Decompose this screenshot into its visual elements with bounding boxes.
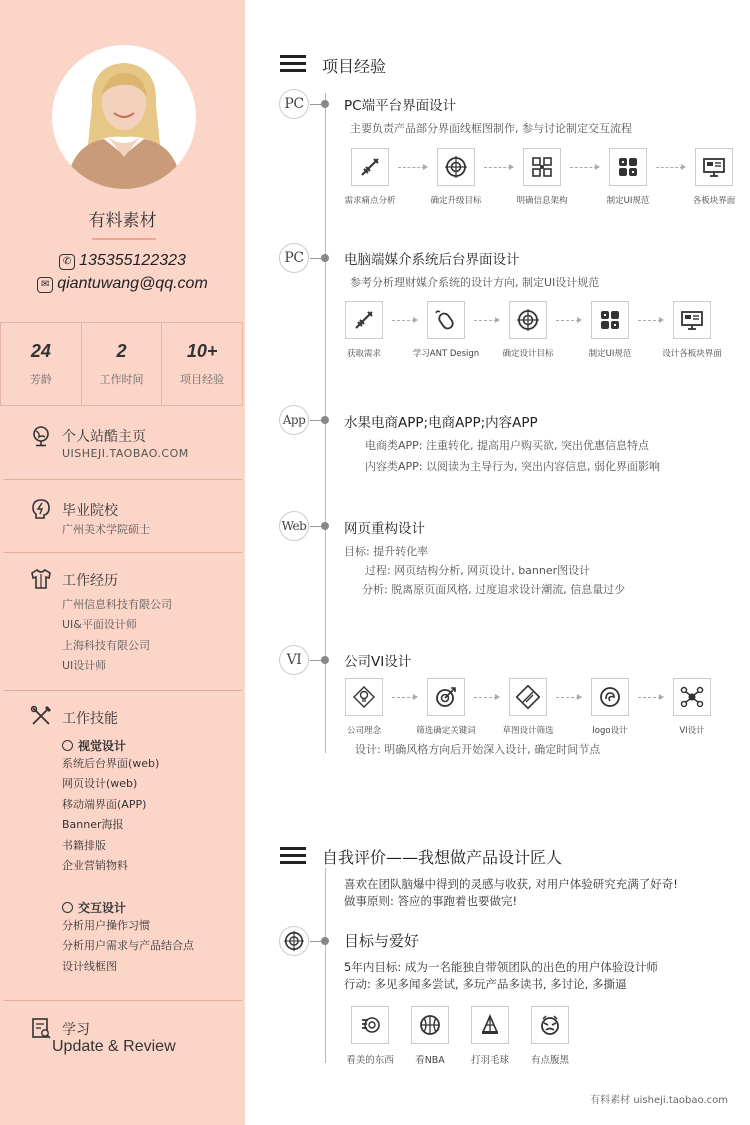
homepage-url[interactable]: UISHEJI.TAOBAO.COM	[62, 447, 189, 460]
project-desc: 设计: 明确风格方向后开始深入设计, 确定时间节点	[355, 743, 601, 756]
process-flow	[338, 301, 722, 359]
step-label: 筛选确定关键词	[416, 726, 476, 736]
flow-step	[338, 678, 390, 736]
project-desc: 电商类APP: 注重转化, 提高用户购买欲, 突出优惠信息特点	[365, 439, 649, 452]
project-title: 公司VI设计	[344, 654, 412, 670]
stat-projects	[162, 322, 243, 406]
dashed-arrow	[554, 301, 584, 339]
project-title: 电脑端媒介系统后台界面设计	[344, 252, 520, 268]
email-address: qiantuwang@qq.com	[57, 275, 208, 292]
divider	[4, 1000, 242, 1001]
stats-row	[0, 322, 243, 406]
profile-name: 有料素材	[88, 211, 157, 231]
process-flow	[338, 678, 718, 736]
dashed-arrow	[636, 301, 666, 339]
step-label: VI设计	[679, 726, 705, 736]
hobby-label: 看NBA	[415, 1055, 445, 1066]
logo-icon	[598, 685, 622, 709]
flow-step	[662, 301, 722, 359]
tools-icon	[30, 705, 52, 727]
timeline-dot	[321, 100, 329, 108]
flow-step	[502, 301, 554, 359]
dashed-arrow	[568, 148, 602, 186]
circle-icon	[62, 902, 73, 913]
timeline-dot	[321, 522, 329, 530]
globe-icon	[30, 425, 52, 447]
goals-title: 目标与爱好	[344, 932, 420, 950]
step-label: 各板块界面	[692, 196, 736, 206]
divider	[4, 690, 242, 691]
step-label: 明确信息架构	[516, 196, 568, 206]
dashed-arrow	[654, 148, 688, 186]
divider	[4, 479, 242, 480]
skills-title: 工作技能	[62, 711, 118, 727]
dashed-arrow	[636, 678, 666, 716]
crosshair-badge	[279, 926, 309, 956]
email-row	[0, 275, 245, 293]
phone-number: 135355122323	[79, 252, 186, 269]
stat-age	[0, 322, 82, 406]
divider	[4, 552, 242, 553]
step-label: 草图设计筛选	[502, 726, 554, 736]
pc-badge: PC	[279, 243, 309, 273]
grid-icon	[598, 308, 622, 332]
coins-icon	[358, 1013, 382, 1037]
grid-icon	[616, 155, 640, 179]
dashed-arrow	[390, 301, 420, 339]
flow-step	[502, 678, 554, 736]
step-label: 公司理念	[346, 726, 381, 736]
flow-step	[344, 148, 396, 206]
flow-step	[516, 148, 568, 206]
list-item: 移动端界面(APP)	[62, 797, 147, 811]
phone-icon: ✆	[59, 254, 75, 270]
experience-list	[62, 595, 172, 677]
molecule-icon	[680, 685, 704, 709]
flow-step	[584, 678, 636, 736]
list-item: 上海科技有限公司	[62, 638, 150, 652]
visual-design-heading	[62, 737, 126, 754]
interaction-design-heading	[62, 899, 126, 916]
visual-skill-list	[62, 754, 159, 876]
list-item: 广州信息科技有限公司	[62, 598, 172, 611]
flow-step	[584, 301, 636, 359]
flow-step	[430, 148, 482, 206]
circle-icon	[62, 740, 73, 751]
hobby-label: 有点腹黑	[530, 1055, 569, 1066]
sketch-icon	[516, 685, 540, 709]
stat-label: 芳龄	[29, 373, 52, 386]
process-flow	[344, 148, 740, 206]
project-desc: 主要负责产品部分界面线框图制作, 参与讨论制定交互流程	[350, 122, 632, 135]
timeline-line	[325, 868, 326, 1063]
sidebar	[0, 0, 245, 1125]
hobbies-row	[340, 1006, 580, 1066]
list-item: UI&平面设计师	[62, 618, 137, 632]
interaction-design-title: 交互设计	[78, 901, 127, 915]
experience-title: 工作经历	[62, 573, 118, 589]
self-eval-heading: 自我评价——我想做产品设计匠人	[322, 848, 563, 867]
keyword-target-icon	[434, 685, 458, 709]
dashed-arrow	[390, 678, 420, 716]
timeline-dot	[321, 416, 329, 424]
goals-line: 行动: 多见多闻多尝试, 多玩产品多读书, 多讨论, 多撕逼	[344, 977, 627, 991]
monitor-icon	[702, 155, 726, 179]
timeline-dot	[321, 937, 329, 945]
self-eval-line: 做事原则: 答应的事跑着也要做完!	[344, 894, 518, 908]
stat-value: 2	[116, 341, 127, 361]
flow-step	[416, 678, 476, 736]
learning-subtitle: Update & Review	[52, 1038, 176, 1055]
notebook-icon	[30, 1017, 52, 1039]
project-desc: 分析: 脱离原页面风格, 过度追求设计潮流, 信息量过少	[362, 583, 626, 596]
list-item: Banner海报	[62, 818, 124, 832]
app-badge: App	[279, 405, 309, 435]
basketball-icon	[418, 1013, 442, 1037]
project-desc: 内容类APP: 以阅读为主导行为, 突出内容信息, 弱化界面影响	[365, 460, 660, 473]
school-title: 毕业院校	[62, 503, 118, 519]
school-value: 广州美术学院硕士	[62, 523, 150, 536]
timeline-dot	[321, 656, 329, 664]
hobby-label: 看美的东西	[346, 1055, 394, 1066]
project-title: 网页重构设计	[344, 521, 425, 537]
pc-badge: PC	[279, 89, 309, 119]
web-badge: Web	[279, 511, 309, 541]
step-label: 确定设计目标	[502, 349, 554, 359]
interaction-skill-list	[62, 916, 194, 977]
target-icon	[444, 155, 468, 179]
mouse-icon	[434, 308, 458, 332]
mischief-face-icon	[538, 1013, 562, 1037]
monitor-icon	[680, 308, 704, 332]
hobby-item	[520, 1006, 580, 1066]
project-title: PC端平台界面设计	[344, 98, 457, 114]
dashed-arrow	[554, 678, 584, 716]
list-item: 设计线框图	[62, 959, 117, 973]
structure-icon	[530, 155, 554, 179]
step-label: logo设计	[592, 726, 628, 736]
shirt-icon	[30, 568, 52, 590]
list-item: 分析用户需求与产品结合点	[62, 939, 194, 953]
visual-design-title: 视觉设计	[78, 739, 127, 753]
project-desc: 过程: 网页结构分析, 网页设计, banner图设计	[365, 564, 591, 577]
goals-line: 5年内目标: 成为一名能独自带领团队的出色的用户体验设计师	[344, 960, 658, 974]
list-item: UI设计师	[62, 659, 107, 673]
flow-step	[338, 301, 390, 359]
step-label: 设计各板块界面	[662, 349, 722, 359]
timeline-dot	[321, 254, 329, 262]
concept-icon	[352, 685, 376, 709]
step-label: 学习ANT Design	[412, 349, 480, 359]
avatar	[52, 45, 196, 189]
project-desc: 目标: 提升转化率	[344, 545, 429, 558]
name-underline	[92, 238, 156, 240]
dashed-arrow	[482, 148, 516, 186]
shuttlecock-icon	[478, 1013, 502, 1037]
mail-icon: ✉	[37, 277, 53, 293]
learning-title: 学习	[62, 1022, 90, 1038]
list-item: 系统后台界面(web)	[62, 757, 160, 770]
hobby-label: 打羽毛球	[470, 1055, 509, 1066]
stat-label: 工作时间	[99, 373, 144, 386]
step-label: 制定UI规范	[588, 349, 632, 359]
target-icon	[516, 308, 540, 332]
dashed-arrow	[396, 148, 430, 186]
dashed-arrow	[472, 301, 502, 339]
phone-row	[0, 252, 245, 270]
projects-heading: 项目经验	[322, 57, 387, 76]
step-label: 制定UI规范	[606, 196, 650, 206]
list-item: 书籍排版	[62, 838, 106, 852]
stat-work-years	[82, 322, 163, 406]
list-item: 分析用户操作习惯	[62, 919, 150, 932]
project-desc: 参考分析理财媒介系统的设计方向, 制定UI设计规范	[350, 276, 600, 289]
homepage-title: 个人站酷主页	[62, 429, 146, 445]
stat-value: 24	[30, 341, 51, 361]
list-item: 网页设计(web)	[62, 777, 138, 791]
flow-step	[688, 148, 740, 206]
menu-icon	[280, 55, 306, 73]
step-label: 确定升级目标	[430, 196, 482, 206]
menu-icon	[280, 847, 306, 865]
flow-step	[666, 678, 718, 736]
stat-value: 10+	[186, 341, 218, 361]
self-eval-line: 喜欢在团队脑爆中得到的灵感与收获, 对用户体验研究充满了好奇!	[344, 877, 678, 891]
syringe-icon	[352, 308, 376, 332]
syringe-icon	[358, 155, 382, 179]
list-item: 企业营销物料	[62, 859, 128, 873]
stat-label: 项目经验	[180, 373, 225, 386]
crosshair-icon	[283, 930, 305, 952]
footer-credit: 有料素材 uisheji.taobao.com	[590, 1095, 728, 1106]
dashed-arrow	[472, 678, 502, 716]
brain-icon	[30, 498, 52, 520]
step-label: 获取需求	[346, 349, 381, 359]
flow-step	[412, 301, 480, 359]
flow-step	[602, 148, 654, 206]
step-label: 需求痛点分析	[344, 196, 396, 206]
project-title: 水果电商APP;电商APP;内容APP	[344, 415, 538, 431]
vi-badge: VI	[279, 645, 309, 675]
